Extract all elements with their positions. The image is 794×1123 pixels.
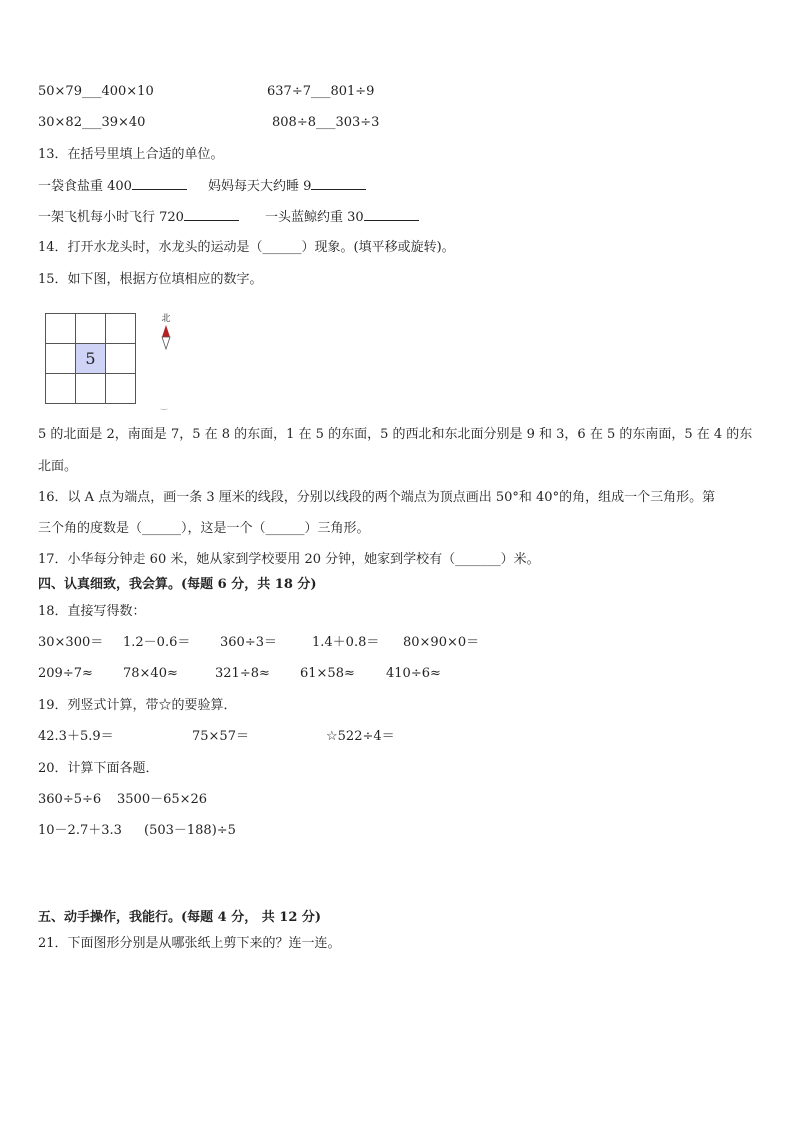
q19-item1: 42.3＋5.9＝ xyxy=(38,729,114,744)
grid-cell[interactable] xyxy=(106,344,136,374)
section5-heading: 五、动手操作，我能行。(每题 4 分， 共 12 分) xyxy=(38,910,322,925)
q15-text-line1: 5 的北面是 2，南面是 7，5 在 8 的东面，1 在 5 的东面，5 的西北和东北面分别是 9 和 3，6 在 5 的东南面，5 在 4 的东 xyxy=(38,427,753,442)
grid-cell[interactable] xyxy=(46,374,76,404)
q13-item1-text: 一袋食盐重 400 xyxy=(38,179,132,194)
q20-r2-1: 10－2.7＋3.3 xyxy=(38,823,122,838)
decorative-mark xyxy=(160,407,168,410)
q16-line2: 三个角的度数是（______），这是一个（______）三角形。 xyxy=(38,521,370,536)
q18-r2-5: 410÷6≈ xyxy=(386,666,441,681)
q16-line1: 16．以 A 点为端点，画一条 3 厘米的线段，分别以线段的两个端点为顶点画出 50°和 40°的角，组成一个三角形。第 xyxy=(38,490,716,505)
north-label: 北 xyxy=(161,314,171,324)
q18-r1-4: 1.4＋0.8＝ xyxy=(312,635,380,650)
answer-blank[interactable] xyxy=(364,208,419,221)
q18-r1-5: 80×90×0＝ xyxy=(403,635,480,650)
q13-item4 xyxy=(265,208,419,227)
q18-r2-1: 209÷7≈ xyxy=(38,666,93,681)
q17-text: 17．小华每分钟走 60 米，她从家到学校要用 20 分钟，她家到学校有（_______）米。 xyxy=(38,552,540,567)
q20-r1-2: 3500－65×26 xyxy=(117,792,208,807)
grid-cell[interactable] xyxy=(46,314,76,344)
q14-text: 14．打开水龙头时，水龙头的运动是（______）现象。(填平移或旋转)。 xyxy=(38,240,455,255)
q12-row2-left: 30×82___39×40 xyxy=(38,115,146,130)
answer-blank[interactable] xyxy=(311,177,366,190)
q18-prompt: 18．直接写得数： xyxy=(38,604,146,619)
q13-item3 xyxy=(38,208,239,227)
compass-arrow-icon xyxy=(158,311,174,351)
q15-prompt: 15．如下图，根据方位填相应的数字。 xyxy=(38,272,263,287)
q13-prompt: 13．在括号里填上合适的单位。 xyxy=(38,147,224,162)
q18-r2-2: 78×40≈ xyxy=(123,666,178,681)
grid-cell[interactable] xyxy=(106,374,136,404)
q13-item4-text: 一头蓝鲸约重 30 xyxy=(265,210,364,225)
answer-blank[interactable] xyxy=(132,177,187,190)
direction-grid xyxy=(45,313,136,404)
grid-cell[interactable] xyxy=(106,314,136,344)
grid-cell[interactable] xyxy=(46,344,76,374)
q12-row1-left: 50×79___400×10 xyxy=(38,84,154,99)
q20-r2-2: (503－188)÷5 xyxy=(144,823,236,838)
q13-item2 xyxy=(208,177,366,196)
q15-text-line2: 北面。 xyxy=(38,459,78,474)
answer-blank[interactable] xyxy=(184,208,239,221)
north-compass xyxy=(158,311,174,351)
q20-r1-1: 360÷5÷6 xyxy=(38,792,102,807)
grid-cell[interactable] xyxy=(76,374,106,404)
q21-text: 21．下面图形分别是从哪张纸上剪下来的？连一连。 xyxy=(38,936,341,951)
q19-prompt: 19．列竖式计算，带☆的要验算． xyxy=(38,698,237,713)
q20-prompt: 20．计算下面各题． xyxy=(38,761,159,776)
q18-r1-1: 30×300＝ xyxy=(38,635,104,650)
q19-item2: 75×57＝ xyxy=(192,729,249,744)
grid-center-cell: 5 xyxy=(76,344,106,374)
q13-item1 xyxy=(38,177,187,196)
q12-row2-right: 808÷8___303÷3 xyxy=(272,115,380,130)
grid-cell[interactable] xyxy=(76,314,106,344)
q18-r2-3: 321÷8≈ xyxy=(215,666,270,681)
q18-r2-4: 61×58≈ xyxy=(300,666,355,681)
section4-heading: 四、认真细致，我会算。(每题 6 分，共 18 分) xyxy=(38,577,317,592)
q13-item3-text: 一架飞机每小时飞行 720 xyxy=(38,210,184,225)
q18-r1-3: 360÷3＝ xyxy=(220,635,277,650)
q13-item2-text: 妈妈每天大约睡 9 xyxy=(208,179,312,194)
q12-row1-right: 637÷7___801÷9 xyxy=(267,84,375,99)
q18-r1-2: 1.2－0.6＝ xyxy=(123,635,191,650)
q19-item3: ☆522÷4＝ xyxy=(326,729,395,744)
